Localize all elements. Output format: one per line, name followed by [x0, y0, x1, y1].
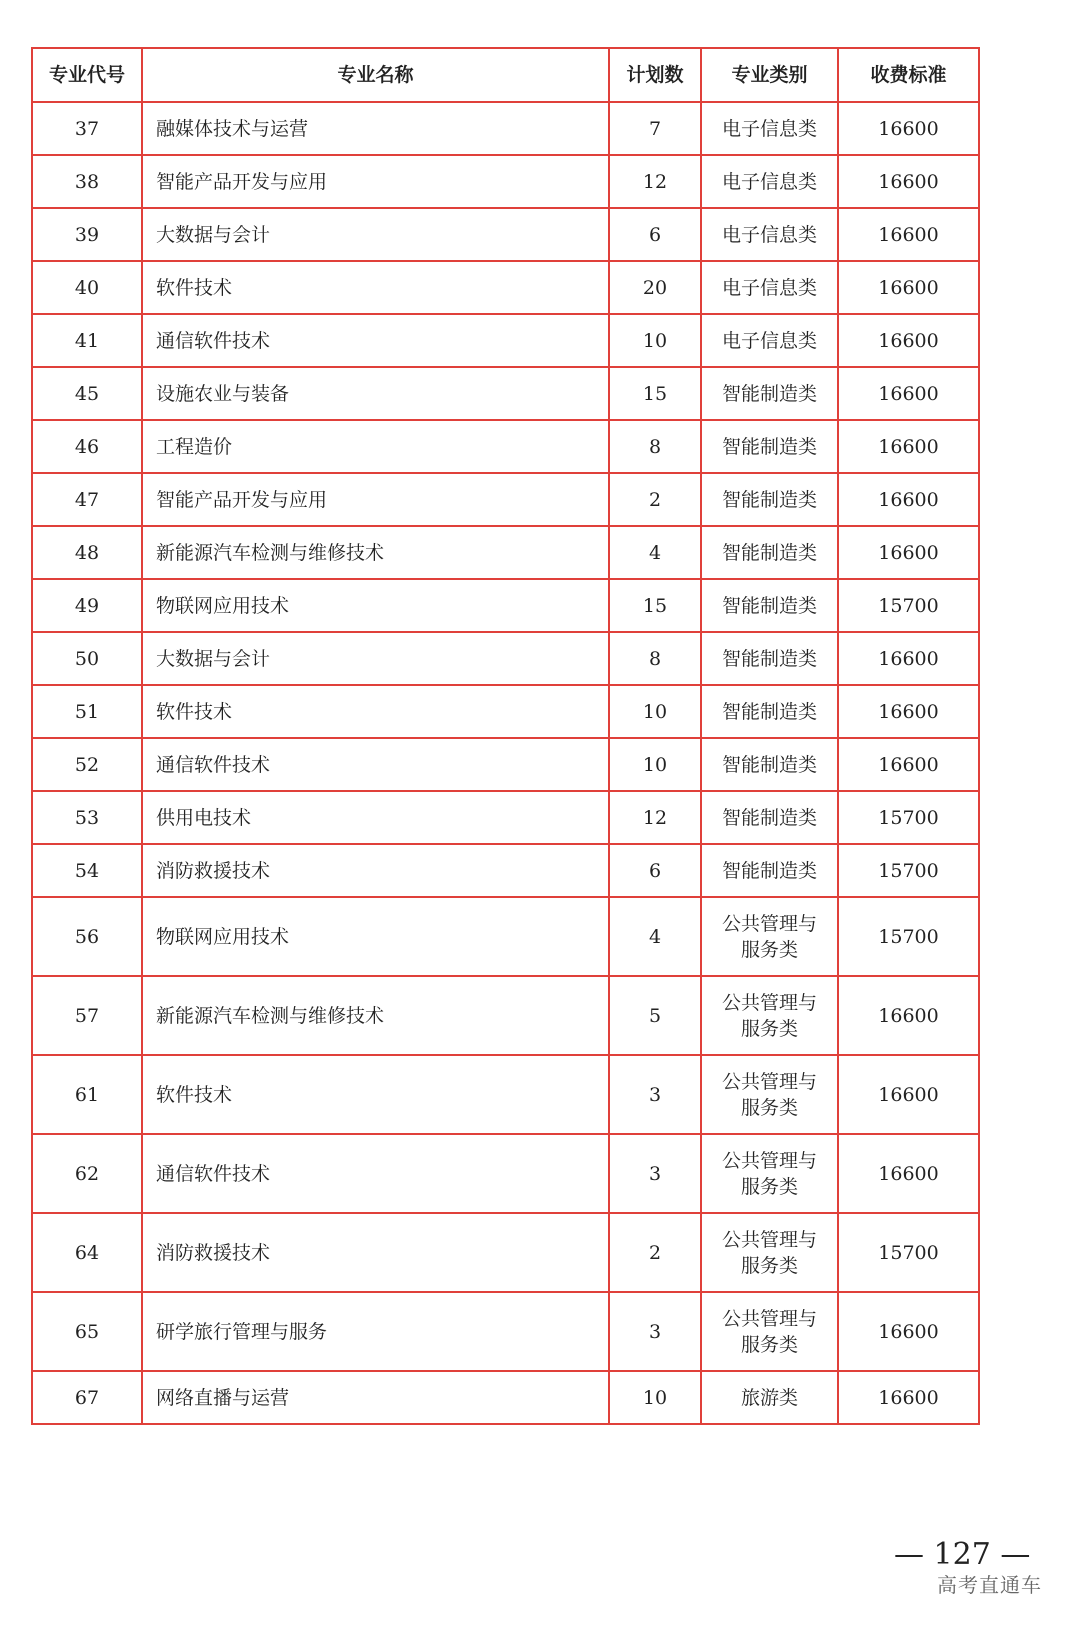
cell-code: 45	[32, 367, 142, 420]
cell-plan: 4	[609, 526, 701, 579]
cell-code: 56	[32, 897, 142, 976]
cell-plan: 10	[609, 685, 701, 738]
table-row	[32, 155, 979, 208]
cell-plan: 6	[609, 208, 701, 261]
cell-fee: 16600	[838, 314, 979, 367]
cell-category: 智能制造类	[701, 632, 838, 685]
cell-category: 电子信息类	[701, 261, 838, 314]
cell-plan: 10	[609, 738, 701, 791]
cell-name: 软件技术	[142, 685, 609, 738]
cell-code: 64	[32, 1213, 142, 1292]
cell-fee: 16600	[838, 102, 979, 155]
cell-plan: 7	[609, 102, 701, 155]
cell-category-line1: 公共管理与	[721, 1228, 817, 1251]
cell-code: 51	[32, 685, 142, 738]
table-row	[32, 791, 979, 844]
cell-code: 67	[32, 1371, 142, 1424]
cell-name: 大数据与会计	[142, 208, 609, 261]
cell-name: 设施农业与装备	[142, 367, 609, 420]
table-row	[32, 579, 979, 632]
cell-category-line1: 公共管理与	[721, 1149, 817, 1172]
cell-category: 智能制造类	[701, 791, 838, 844]
cell-category: 智能制造类	[701, 526, 838, 579]
table-header-row	[32, 48, 979, 102]
cell-category: 智能制造类	[701, 738, 838, 791]
cell-name: 消防救援技术	[142, 844, 609, 897]
cell-fee: 16600	[838, 155, 979, 208]
cell-code: 54	[32, 844, 142, 897]
cell-code: 57	[32, 976, 142, 1055]
cell-category-line1: 公共管理与	[721, 991, 817, 1014]
cell-category	[701, 1134, 838, 1213]
cell-name: 智能产品开发与应用	[142, 155, 609, 208]
cell-name: 物联网应用技术	[142, 579, 609, 632]
page-number: — 127 —	[894, 1537, 1031, 1572]
header-fee: 收费标准	[838, 48, 979, 102]
cell-name: 智能产品开发与应用	[142, 473, 609, 526]
cell-fee: 16600	[838, 976, 979, 1055]
cell-fee: 16600	[838, 738, 979, 791]
table-row	[32, 367, 979, 420]
cell-category	[701, 976, 838, 1055]
cell-plan: 8	[609, 632, 701, 685]
table-row	[32, 1055, 979, 1134]
cell-category: 电子信息类	[701, 314, 838, 367]
cell-category: 旅游类	[701, 1371, 838, 1424]
cell-code: 47	[32, 473, 142, 526]
table-row	[32, 420, 979, 473]
cell-name: 通信软件技术	[142, 314, 609, 367]
cell-code: 46	[32, 420, 142, 473]
header-name: 专业名称	[142, 48, 609, 102]
cell-category	[701, 1213, 838, 1292]
cell-name: 新能源汽车检测与维修技术	[142, 526, 609, 579]
table-row	[32, 314, 979, 367]
cell-fee: 16600	[838, 526, 979, 579]
cell-plan: 10	[609, 314, 701, 367]
cell-category-line2: 服务类	[740, 1175, 798, 1198]
cell-name: 软件技术	[142, 1055, 609, 1134]
cell-code: 65	[32, 1292, 142, 1371]
cell-fee: 16600	[838, 1292, 979, 1371]
cell-plan: 2	[609, 473, 701, 526]
cell-category: 智能制造类	[701, 579, 838, 632]
cell-plan: 12	[609, 791, 701, 844]
cell-code: 52	[32, 738, 142, 791]
cell-fee: 16600	[838, 208, 979, 261]
cell-category-line1: 公共管理与	[721, 912, 817, 935]
cell-plan: 2	[609, 1213, 701, 1292]
cell-category-line2: 服务类	[740, 1096, 798, 1119]
cell-fee: 16600	[838, 473, 979, 526]
cell-name: 研学旅行管理与服务	[142, 1292, 609, 1371]
cell-fee: 16600	[838, 261, 979, 314]
cell-category: 智能制造类	[701, 367, 838, 420]
cell-name: 软件技术	[142, 261, 609, 314]
cell-code: 48	[32, 526, 142, 579]
cell-category-line2: 服务类	[740, 1017, 798, 1040]
cell-category: 电子信息类	[701, 208, 838, 261]
cell-name: 新能源汽车检测与维修技术	[142, 976, 609, 1055]
cell-category-line2: 服务类	[740, 1333, 798, 1356]
cell-code: 50	[32, 632, 142, 685]
table-row	[32, 208, 979, 261]
table-row	[32, 897, 979, 976]
table-row	[32, 102, 979, 155]
cell-plan: 10	[609, 1371, 701, 1424]
cell-name: 供用电技术	[142, 791, 609, 844]
cell-fee: 15700	[838, 1213, 979, 1292]
table-row	[32, 1134, 979, 1213]
cell-code: 62	[32, 1134, 142, 1213]
cell-category: 电子信息类	[701, 102, 838, 155]
cell-fee: 15700	[838, 844, 979, 897]
table-row	[32, 632, 979, 685]
cell-name: 消防救援技术	[142, 1213, 609, 1292]
cell-plan: 6	[609, 844, 701, 897]
table-row	[32, 738, 979, 791]
cell-category	[701, 1292, 838, 1371]
cell-fee: 16600	[838, 632, 979, 685]
header-plan: 计划数	[609, 48, 701, 102]
cell-code: 53	[32, 791, 142, 844]
cell-name: 通信软件技术	[142, 738, 609, 791]
table-row	[32, 1292, 979, 1371]
cell-category-line1: 公共管理与	[721, 1307, 817, 1330]
cell-name: 工程造价	[142, 420, 609, 473]
cell-category: 智能制造类	[701, 473, 838, 526]
cell-name: 大数据与会计	[142, 632, 609, 685]
cell-plan: 3	[609, 1134, 701, 1213]
table-row	[32, 976, 979, 1055]
cell-name: 网络直播与运营	[142, 1371, 609, 1424]
cell-code: 38	[32, 155, 142, 208]
cell-category-line1: 公共管理与	[721, 1070, 817, 1093]
cell-fee: 16600	[838, 1055, 979, 1134]
cell-category	[701, 897, 838, 976]
watermark-text: 高考直通车	[937, 1573, 1042, 1597]
cell-plan: 15	[609, 579, 701, 632]
cell-fee: 16600	[838, 420, 979, 473]
table-row	[32, 473, 979, 526]
cell-plan: 3	[609, 1055, 701, 1134]
cell-category: 智能制造类	[701, 685, 838, 738]
cell-plan: 3	[609, 1292, 701, 1371]
cell-name: 物联网应用技术	[142, 897, 609, 976]
cell-plan: 12	[609, 155, 701, 208]
header-code: 专业代号	[32, 48, 142, 102]
cell-plan: 15	[609, 367, 701, 420]
cell-category-line2: 服务类	[740, 938, 798, 961]
cell-code: 40	[32, 261, 142, 314]
cell-code: 37	[32, 102, 142, 155]
cell-plan: 20	[609, 261, 701, 314]
table-row	[32, 685, 979, 738]
table-row	[32, 261, 979, 314]
table-row	[32, 1213, 979, 1292]
cell-name: 融媒体技术与运营	[142, 102, 609, 155]
cell-fee: 15700	[838, 579, 979, 632]
cell-category-line2: 服务类	[740, 1254, 798, 1277]
cell-plan: 8	[609, 420, 701, 473]
cell-fee: 16600	[838, 685, 979, 738]
enrollment-plan-table	[31, 47, 980, 1425]
cell-category	[701, 1055, 838, 1134]
table-row	[32, 1371, 979, 1424]
cell-fee: 16600	[838, 367, 979, 420]
cell-category: 电子信息类	[701, 155, 838, 208]
cell-code: 41	[32, 314, 142, 367]
cell-plan: 5	[609, 976, 701, 1055]
cell-code: 61	[32, 1055, 142, 1134]
cell-category: 智能制造类	[701, 420, 838, 473]
cell-fee: 15700	[838, 791, 979, 844]
cell-fee: 16600	[838, 1134, 979, 1213]
cell-code: 49	[32, 579, 142, 632]
table-row	[32, 526, 979, 579]
table-row	[32, 844, 979, 897]
cell-fee: 15700	[838, 897, 979, 976]
cell-plan: 4	[609, 897, 701, 976]
cell-fee: 16600	[838, 1371, 979, 1424]
cell-category: 智能制造类	[701, 844, 838, 897]
header-category: 专业类别	[701, 48, 838, 102]
cell-code: 39	[32, 208, 142, 261]
cell-name: 通信软件技术	[142, 1134, 609, 1213]
